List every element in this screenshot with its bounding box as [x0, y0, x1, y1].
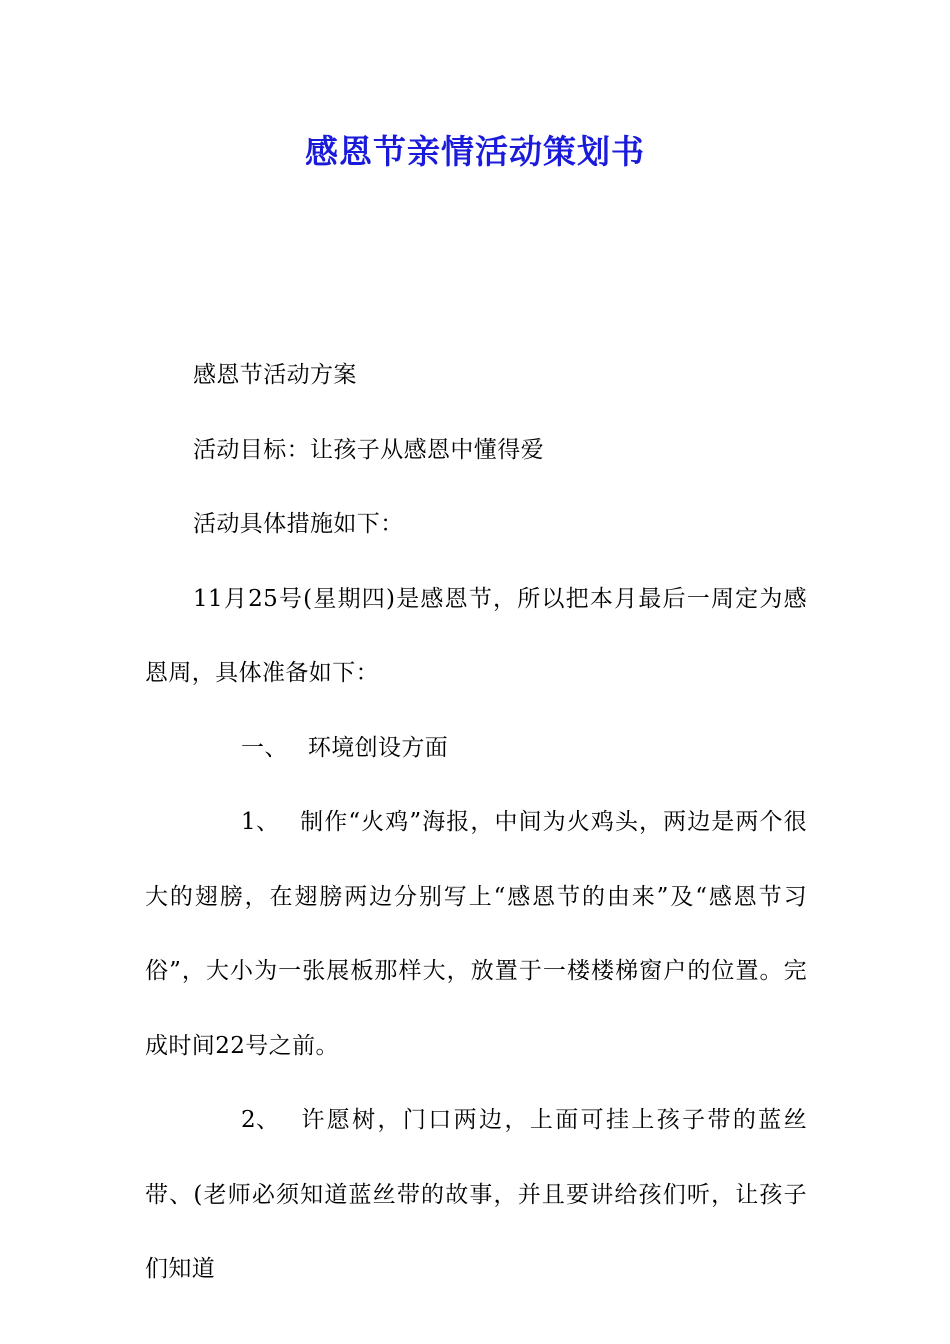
section-heading-environment: [145, 711, 807, 786]
section-heading-text: 环境创设方面: [307, 734, 449, 761]
paragraph-plan-heading: [145, 338, 807, 413]
document-body: [145, 338, 807, 1307]
paragraph-measures-intro: [145, 487, 807, 562]
paragraph-text: 活动目标：让孩子从感恩中懂得爱: [193, 436, 544, 463]
list-item-turkey-poster: [145, 785, 807, 1083]
paragraph-text: 11月25号(星期四)是感恩节，所以把本月最后一周定为感恩周，具体准备如下：: [145, 585, 807, 686]
document-title: 感恩节亲情活动策划书: [305, 132, 645, 171]
paragraph-goal: [145, 413, 807, 488]
list-item-number: 2、: [241, 1107, 280, 1133]
paragraph-thanksgiving-week: [145, 562, 807, 711]
list-item-text: 制作“火鸡”海报，中间为火鸡头，两边是两个很大的翅膀，在翅膀两边分别写上“感恩节的由来”及“感恩节习俗”，大小为一张展板那样大，放置于一楼楼梯窗户的位置。完成时间22号之前。: [145, 809, 807, 1059]
list-item-text: 许愿树，门口两边，上面可挂上孩子带的蓝丝带、(老师必须知道蓝丝带的故事，并且要讲给孩们听，让孩子们知道: [145, 1107, 807, 1282]
paragraph-text: 活动具体措施如下：: [193, 511, 404, 537]
list-item-number: 1、: [241, 809, 280, 835]
section-number: 一、: [241, 734, 288, 761]
list-item-wishing-tree: [145, 1083, 807, 1307]
paragraph-text: 感恩节活动方案: [193, 362, 357, 388]
